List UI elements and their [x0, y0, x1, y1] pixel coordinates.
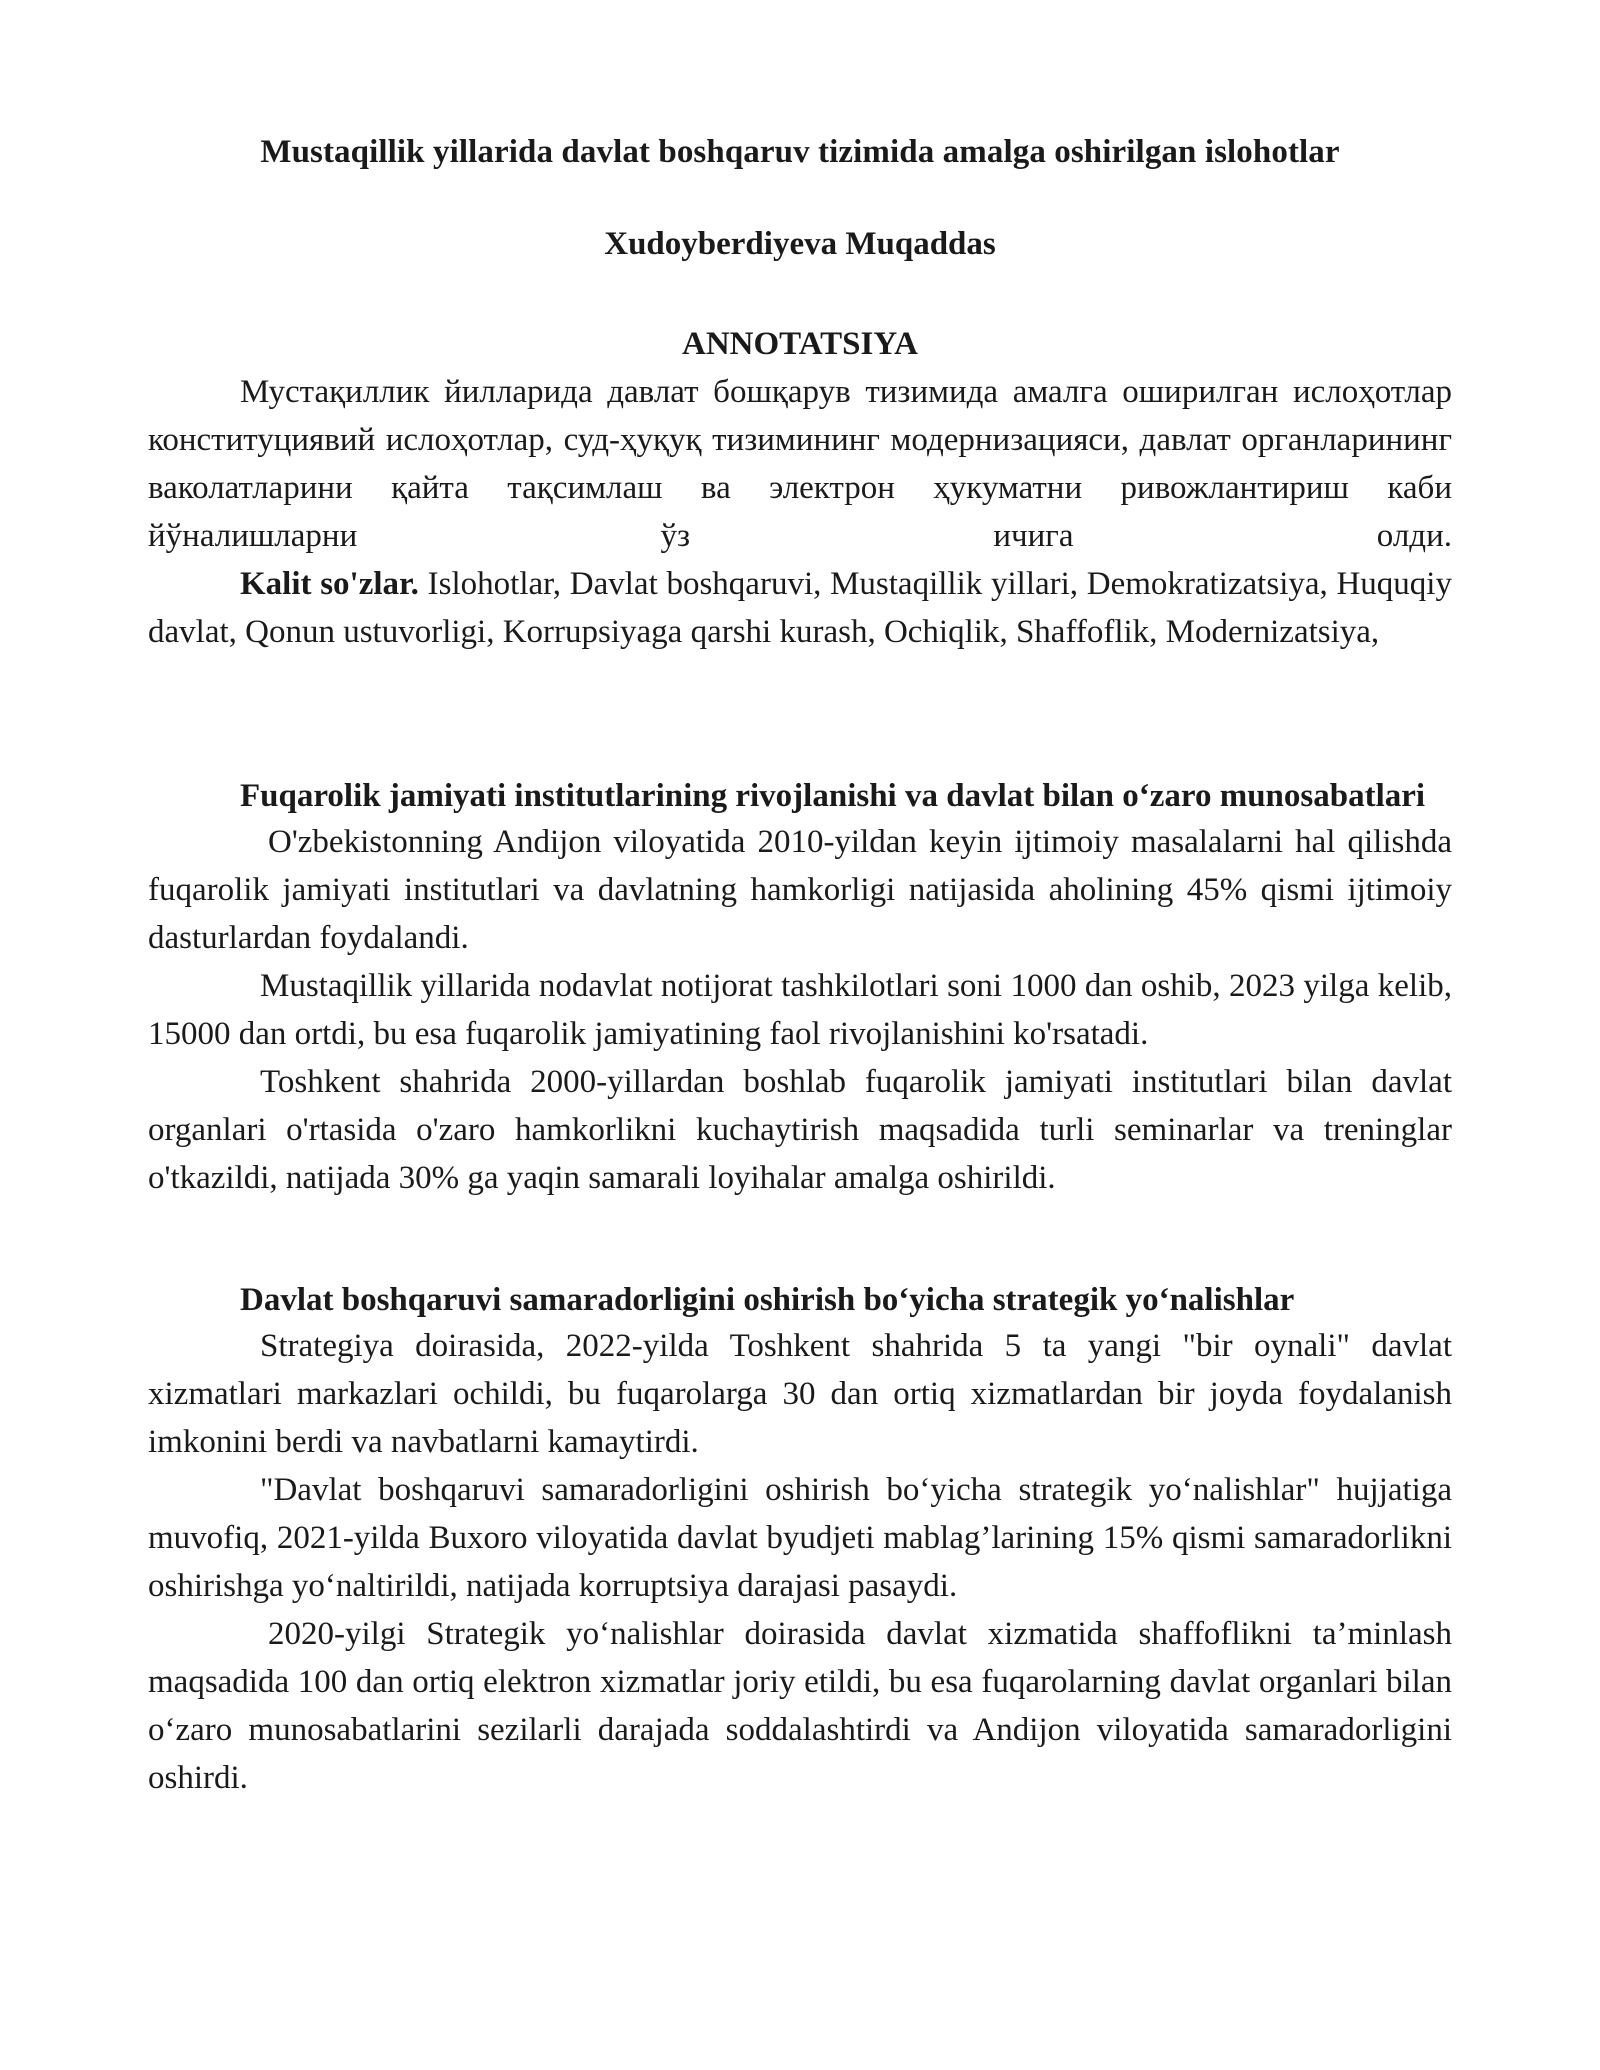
section1-paragraph-1: O'zbekistonning Andijon viloyatida 2010-yildan keyin ijtimoiy masalalarni hal qilishda fuqarolik jamiyati institutlari va davlatning hamkorligi natijasida aholining 45% qismi ijtimoiy dasturlardan foydalandi. — [148, 824, 1452, 956]
annotation-heading: ANNOTATSIYA — [682, 326, 918, 362]
section1-heading: Fuqarolik jamiyati institutlarining rivojlanishi va davlat bilan o‘zaro munosabatlari — [240, 778, 1426, 814]
section2-heading: Davlat boshqaruvi samaradorligini oshirish bo‘yicha strategik yo‘nalishlar — [240, 1282, 1295, 1318]
document-page — [148, 128, 1452, 1802]
section1-paragraph-3: Toshkent shahrida 2000-yillardan boshlab fuqarolik jamiyati institutlari bilan davlat organlari o'rtasida o'zaro hamkorlikni kuchaytirish maqsadida turli seminarlar va treninglar o'tkazildi, natijada 30% ga yaqin samarali loyihalar amalga oshirildi. — [148, 1064, 1452, 1196]
document-title: Mustaqillik yillarida davlat boshqaruv tizimida amalga oshirilgan islohotlar — [260, 134, 1340, 170]
section2-paragraph-3: 2020-yilgi Strategik yo‘nalishlar doirasida davlat xizmatida shaffoflikni ta’minlash maqsadida 100 dan ortiq elektron xizmatlar joriy etildi, bu esa fuqarolarning davlat organlari bilan o‘zaro munosabatlarini sezilarli darajada soddalashtirdi va Andijon viloyatida samaradorligini oshirdi. — [148, 1616, 1452, 1796]
section2-paragraph-2: "Davlat boshqaruvi samaradorligini oshirish bo‘yicha strategik yo‘nalishlar" hujjatiga muvofiq, 2021-yilda Buxoro viloyatida davlat byudjeti mablag’larining 15% qismi samaradorlikni oshirishga yo‘naltirildi, natijada korruptsiya darajasi pasaydi. — [148, 1472, 1452, 1604]
keywords-label: Kalit so'zlar. — [240, 566, 419, 602]
keywords-text: Islohotlar, Davlat boshqaruvi, Mustaqillik yillari, Demokratizatsiya, Huquqiy davlat, Qonun ustuvorligi, Korrupsiyaga qarshi kurash, Ochiqlik, Shaffoflik, Modernizatsiya, — [148, 566, 1452, 650]
section2-paragraph-1: Strategiya doirasida, 2022-yilda Toshkent shahrida 5 ta yangi "bir oynali" davlat xizmatlari markazlari ochildi, bu fuqarolarga 30 dan ortiq xizmatlardan bir joyda foydalanish imkonini berdi va navbatlarni kamaytirdi. — [148, 1328, 1452, 1460]
annotation-text: Мустақиллик йилларида давлат бошқарув тизимида амалга оширилган ислоҳотлар конституциявий ислоҳотлар, суд-ҳуқуқ тизимининг модернизацияси, давлат органларининг ваколатларини қайта тақсимлаш ва электрон ҳукуматни ривожлантириш каби йўналишларни ўз ичига олди. — [148, 374, 1452, 554]
section1-paragraph-2: Mustaqillik yillarida nodavlat notijorat tashkilotlari soni 1000 dan oshib, 2023 yilga kelib, 15000 dan ortdi, bu esa fuqarolik jamiyatining faol rivojlanishini ko'rsatadi. — [148, 968, 1452, 1052]
author-name: Xudoyberdiyeva Muqaddas — [604, 226, 996, 262]
keywords-paragraph — [148, 560, 1452, 656]
